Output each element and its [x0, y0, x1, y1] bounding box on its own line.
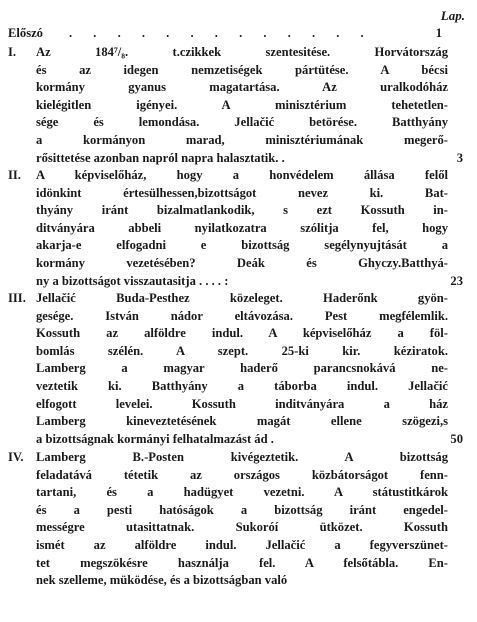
- preface-title: Előszó: [8, 26, 43, 40]
- section-text: [36, 290, 448, 448]
- section-line: idönkint értesülhessen,bizottságot nevez ki. Bat-: [36, 185, 448, 200]
- preface-page: 1: [435, 26, 442, 40]
- section-line: thyány iránt bizalmatlankodik, s ezt Kossuth in-: [36, 203, 448, 218]
- preface-entry: [8, 25, 460, 42]
- section-line: bomlás szélén. A szept. 25-ki kir. kéziratok.: [36, 343, 448, 358]
- section-line: veztetik ki. Batthyány a táborba indul. Jellačić: [36, 378, 448, 393]
- section-line: A képviselőház, hogy a honvédelem állása felől: [36, 168, 448, 182]
- section-line: kormány gyanus magatartása. Az uralkodóház: [36, 80, 448, 95]
- section-line: Lamberg B.-Posten kivégeztetik. A bizottság: [36, 450, 448, 464]
- section-line: rősittetése azonban napról napra halasztatik. .: [36, 150, 285, 165]
- section-line: sége és lemondása. Jellačić betörése. Batthyány: [36, 115, 448, 130]
- section-line: feladatává tétetik az országos közbátorságot fenn-: [36, 467, 448, 482]
- section-line: Lamberg a magyar haderő parancsnokává ne-: [36, 361, 448, 376]
- section-line: nek szelleme, müködése, és a bizottságban való: [36, 573, 288, 588]
- section-line: tartani, és a hadügyet vezetni. A státustitkárok: [36, 485, 448, 500]
- section-page-number: 3: [456, 150, 463, 165]
- section-numeral: I.: [8, 45, 17, 59]
- section-line: ditványára abbeli nyilatkozatra szólitja fel, hogy: [36, 220, 448, 235]
- section-line: és az idegen nemzetiségek pártütése. A bécsi: [36, 62, 448, 77]
- section-line: gesége. István nádor eltávozása. Pest megfélemlik.: [36, 308, 448, 323]
- page-column-label: Lap.: [440, 8, 465, 23]
- section-line: akarja-e elfogadni e bizottság segélynyujtását a: [36, 238, 448, 253]
- section-line: és a pesti hatóságok a bizottság iránt engedel-: [36, 502, 448, 517]
- section-line: a bizottságnak kormányi felhatalmazást ád .: [36, 431, 274, 446]
- section-line: ny a bizottságot visszautasitja . . . . :: [36, 273, 229, 288]
- section-page-number: 23: [450, 273, 463, 288]
- section-numeral: III.: [8, 291, 26, 305]
- section-line: mességre utasittatnak. Sukoróí ütközet. Kossuth: [36, 520, 448, 535]
- section-text: [36, 167, 448, 290]
- section-line: a kormányon marad, minisztériumának megerő-: [36, 132, 448, 147]
- section-numeral: II.: [8, 168, 21, 182]
- section-line: tet megszökésre használja fel. A felsőtábla. En-: [36, 555, 448, 570]
- section-line: elfogott levelei. Kossuth inditványára a ház: [36, 396, 448, 411]
- section-line: kielégitlen igényei. A minisztérium tehetetlen-: [36, 97, 448, 112]
- section-page-number: 50: [450, 431, 463, 446]
- section-text: [36, 449, 448, 590]
- section-line: Az 184⁷/₈. t.czikkek szentesitése. Horvátország: [36, 45, 448, 59]
- section-line: kormány vezetésében? Deák és Ghyczy.Batthyá-: [36, 255, 448, 270]
- section-line: Kossuth az alföldre indul. A képviselőház a föl-: [36, 326, 448, 341]
- section-line: ismét az alföldre indul. Jellačić a fegyverszünet-: [36, 537, 448, 552]
- section-numeral: IV.: [8, 450, 24, 464]
- preface-dots: . . . . . . . . . . . . .: [68, 26, 373, 40]
- section-line: Lamberg kineveztetésének magát ellene szögezi,s: [36, 414, 448, 429]
- section-text: [36, 44, 448, 167]
- section-line: Jellačić Buda-Pesthez közeleget. Haderőnk gyön-: [36, 291, 448, 305]
